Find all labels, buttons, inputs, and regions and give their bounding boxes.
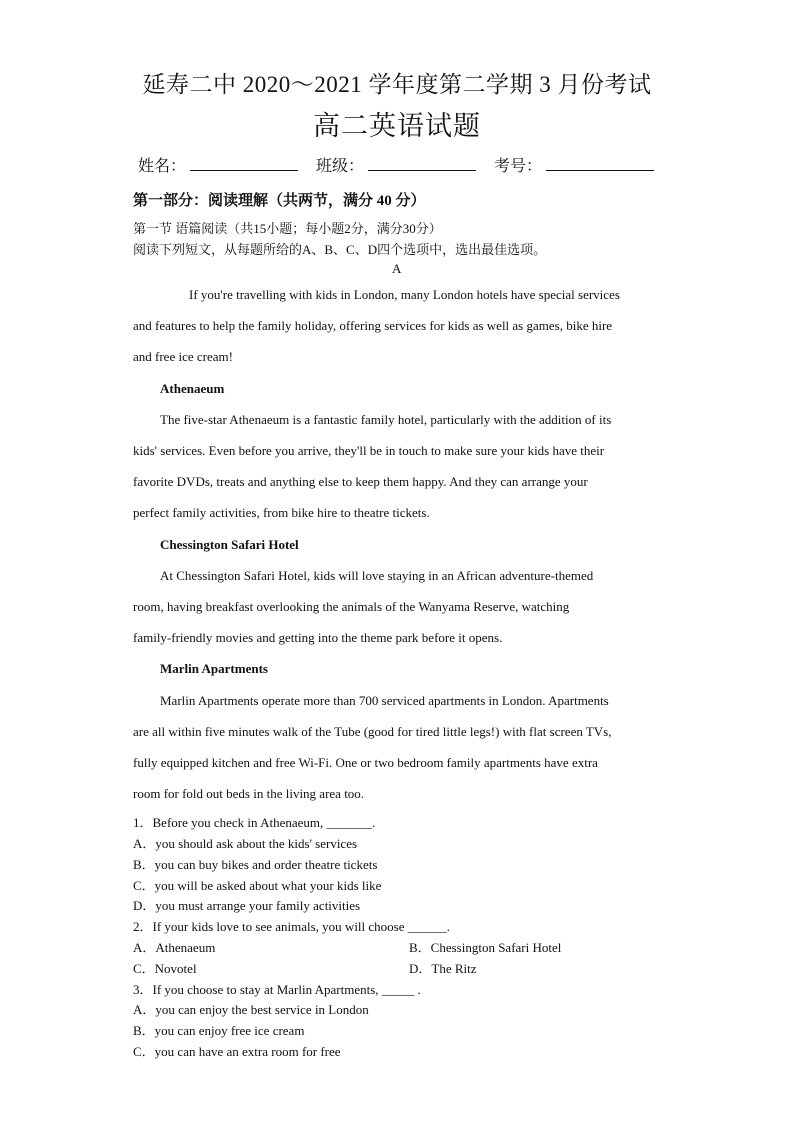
passage-text-line: room, having breakfast overlooking the animals of the Wanyama Reserve, watching: [133, 599, 570, 614]
passage-text-line: Marlin Apartments operate more than 700 serviced apartments in London. Apartments: [160, 693, 609, 708]
part-title: 第一部分：阅读理解（共两节，满分 40 分）: [133, 193, 426, 209]
name-blank[interactable]: [190, 156, 298, 171]
number-field: [494, 153, 654, 176]
question-3-stem: 3．If you choose to stay at Marlin Apartments, _____ .: [133, 982, 421, 997]
passage-text-line: and free ice cream!: [133, 349, 233, 364]
question-2-option-c[interactable]: C．Novotel: [133, 961, 197, 976]
section-heading-marlin: Marlin Apartments: [160, 661, 268, 676]
passage-text-line: fully equipped kitchen and free Wi-Fi. One or two bedroom family apartments have extra: [133, 755, 598, 770]
name-field: [138, 153, 298, 176]
passage-text-line: perfect family activities, from bike hire to theatre tickets.: [133, 505, 430, 520]
section-title: 第一节 语篇阅读（共15小题；每小题2分，满分30分）: [133, 221, 442, 236]
passage-text-line: are all within five minutes walk of the Tube (good for tired little legs!) with flat screen TVs,: [133, 724, 612, 739]
section-heading-athenaeum: Athenaeum: [160, 381, 225, 396]
passage-text-line: favorite DVDs, treats and anything else to keep them happy. And they can arrange your: [133, 474, 588, 489]
passage-text-line: room for fold out beds in the living area too.: [133, 786, 365, 801]
exam-subject-title: 高二英语试题: [313, 111, 481, 141]
passage-label: A: [392, 261, 402, 276]
number-label: 考号：: [494, 158, 543, 175]
question-2-option-d[interactable]: D．The Ritz: [409, 961, 477, 976]
class-blank[interactable]: [368, 156, 476, 171]
question-2-option-b[interactable]: B．Chessington Safari Hotel: [409, 940, 562, 955]
question-1-option-d[interactable]: D．you must arrange your family activities: [133, 898, 361, 913]
passage-text-line: family-friendly movies and getting into the theme park before it opens.: [133, 630, 503, 645]
number-blank[interactable]: [546, 156, 654, 171]
question-1-stem: 1．Before you check in Athenaeum, _______.: [133, 815, 376, 830]
class-field: [316, 153, 476, 176]
question-1-option-b[interactable]: B．you can buy bikes and order theatre tickets: [133, 857, 378, 872]
question-2-option-a[interactable]: A．Athenaeum: [133, 940, 216, 955]
name-label: 姓名：: [138, 158, 187, 175]
question-2-stem: 2．If your kids love to see animals, you will choose ______.: [133, 919, 451, 934]
section-heading-chessington: Chessington Safari Hotel: [160, 537, 299, 552]
passage-text-line: At Chessington Safari Hotel, kids will love staying in an African adventure-themed: [160, 568, 594, 583]
instructions: 阅读下列短文，从每题所给的A、B、C、D四个选项中，选出最佳选项。: [133, 242, 547, 257]
question-1-option-a[interactable]: A．you should ask about the kids' services: [133, 836, 358, 851]
passage-text-line: and features to help the family holiday, offering services for kids as well as games, bike hire: [133, 318, 613, 333]
class-label: 班级：: [316, 158, 365, 175]
question-1-option-c[interactable]: C．you will be asked about what your kids like: [133, 878, 382, 893]
question-3-option-b[interactable]: B．you can enjoy free ice cream: [133, 1023, 305, 1038]
passage-text-line: If you're travelling with kids in London, many London hotels have special services: [189, 287, 620, 302]
passage-text-line: kids' services. Even before you arrive, they'll be in touch to make sure your kids have their: [133, 443, 605, 458]
question-3-option-c[interactable]: C．you can have an extra room for free: [133, 1044, 341, 1059]
question-3-option-a[interactable]: A．you can enjoy the best service in London: [133, 1002, 369, 1017]
passage-text-line: The five-star Athenaeum is a fantastic family hotel, particularly with the addition of its: [160, 412, 612, 427]
exam-header-title: 延寿二中 2020～2021 学年度第二学期 3 月份考试: [142, 72, 652, 97]
student-info-row: [138, 153, 668, 176]
